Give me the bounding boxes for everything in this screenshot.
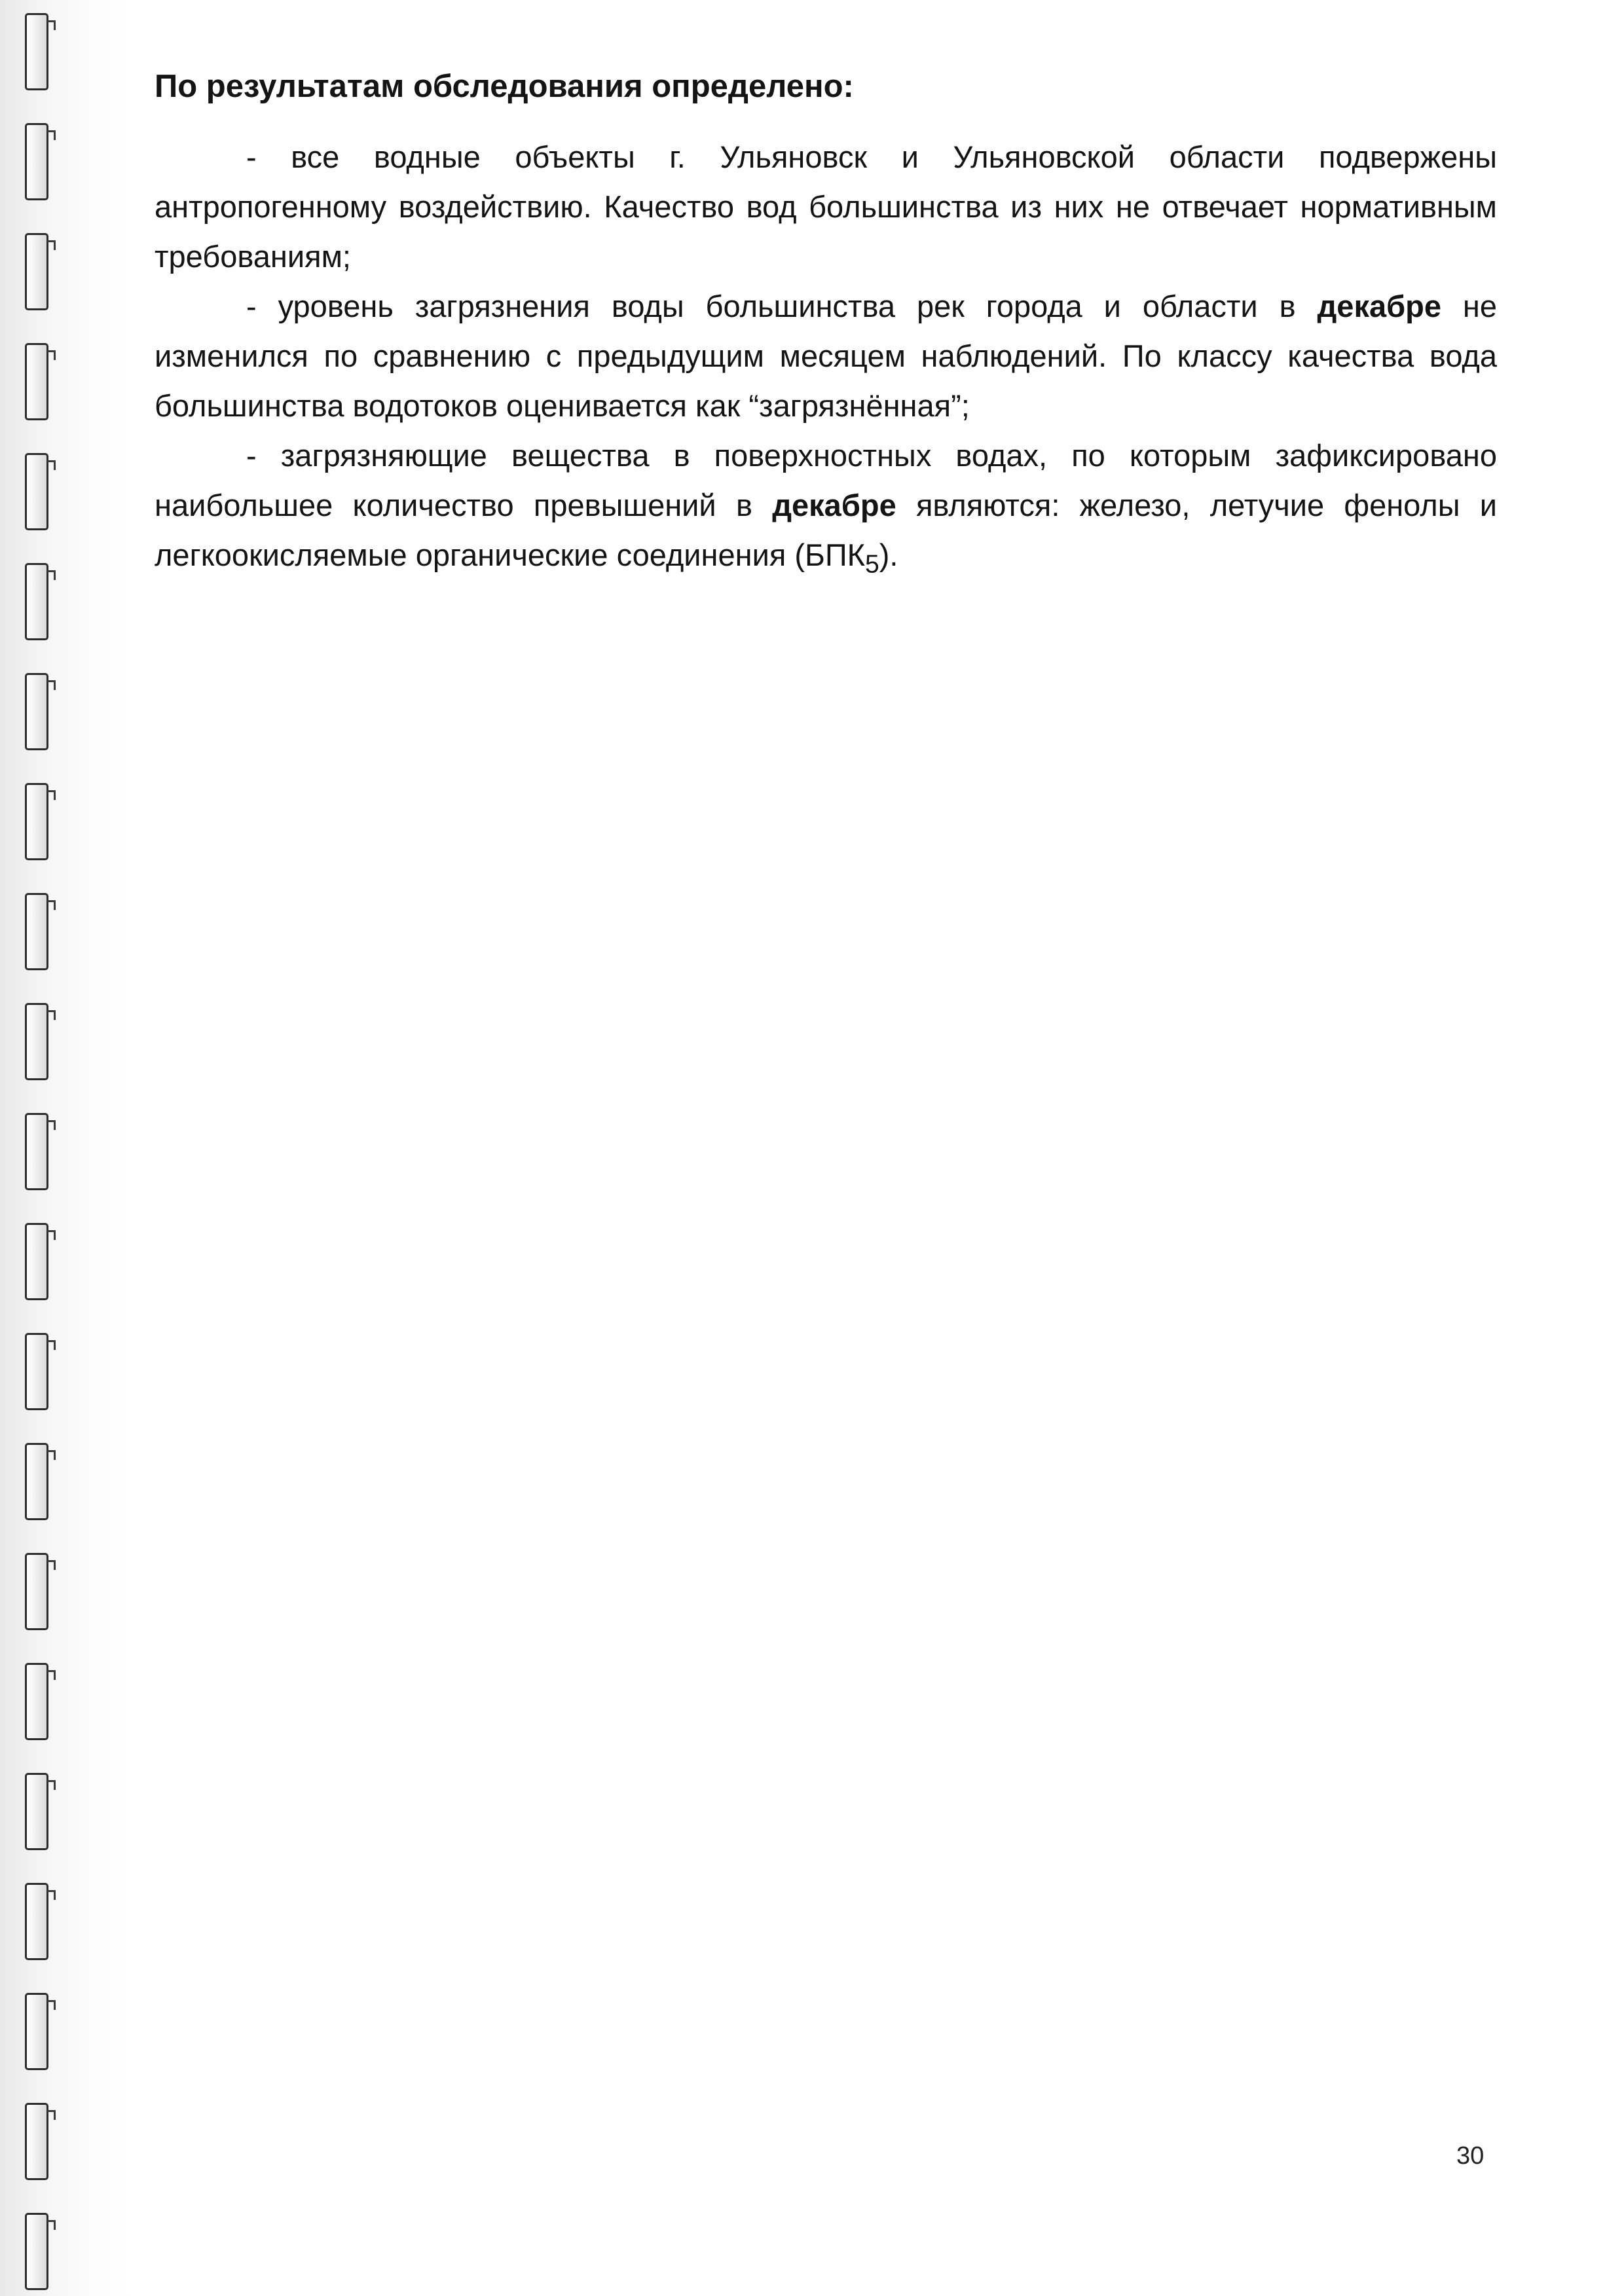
spiral-binding bbox=[25, 13, 64, 2291]
binding-ring bbox=[25, 1773, 48, 1850]
section-heading: По результатам обследования определено: bbox=[155, 69, 854, 104]
binding-ring bbox=[25, 1883, 48, 1960]
binding-ring bbox=[25, 1553, 48, 1630]
binding-ring bbox=[25, 123, 48, 200]
subscript-text: 5 bbox=[865, 550, 879, 579]
paragraph-text: являются: железо, летучие фенолы и легкоокисляемые органические соединения (БПК bbox=[155, 488, 1497, 572]
binding-ring bbox=[25, 2103, 48, 2180]
finding-paragraph bbox=[155, 431, 1497, 589]
binding-ring bbox=[25, 563, 48, 640]
paragraph-text: ). bbox=[879, 538, 898, 572]
binding-ring bbox=[25, 1993, 48, 2070]
paragraph-text: - загрязняющие вещества в поверхностных водах, по которым зафиксировано наибольшее количество превышений в bbox=[155, 438, 1497, 522]
binding-ring bbox=[25, 233, 48, 310]
page-number: 30 bbox=[1456, 2142, 1485, 2170]
binding-ring bbox=[25, 893, 48, 970]
binding-ring bbox=[25, 783, 48, 860]
binding-ring bbox=[25, 673, 48, 750]
binding-ring bbox=[25, 1333, 48, 1410]
binding-ring bbox=[25, 1663, 48, 1740]
finding-paragraph bbox=[155, 282, 1497, 431]
binding-ring bbox=[25, 1443, 48, 1520]
paragraph-text: - уровень загрязнения воды большинства рек города и области в bbox=[246, 289, 1318, 323]
paragraph-text: не изменился по сравнению с предыдущим месяцем наблюдений. По классу качества вода большинства водотоков оценивается как “загрязнённая”; bbox=[155, 289, 1498, 423]
binding-ring bbox=[25, 1113, 48, 1190]
finding-paragraph bbox=[155, 132, 1497, 282]
binding-ring bbox=[25, 1003, 48, 1080]
binding-ring bbox=[25, 453, 48, 530]
binding-ring bbox=[25, 343, 48, 420]
emphasis-text: декабре bbox=[772, 488, 896, 522]
binding-ring bbox=[25, 13, 48, 90]
document-body bbox=[155, 62, 1497, 589]
emphasis-text: декабре bbox=[1317, 289, 1441, 323]
paragraph-text: - все водные объекты г. Ульяновск и Ульяновской области подвержены антропогенному воздействию. Качество вод большинства из них не отвечает нормативным требованиям; bbox=[155, 139, 1497, 274]
binding-ring bbox=[25, 1223, 48, 1300]
binding-ring bbox=[25, 2213, 48, 2290]
